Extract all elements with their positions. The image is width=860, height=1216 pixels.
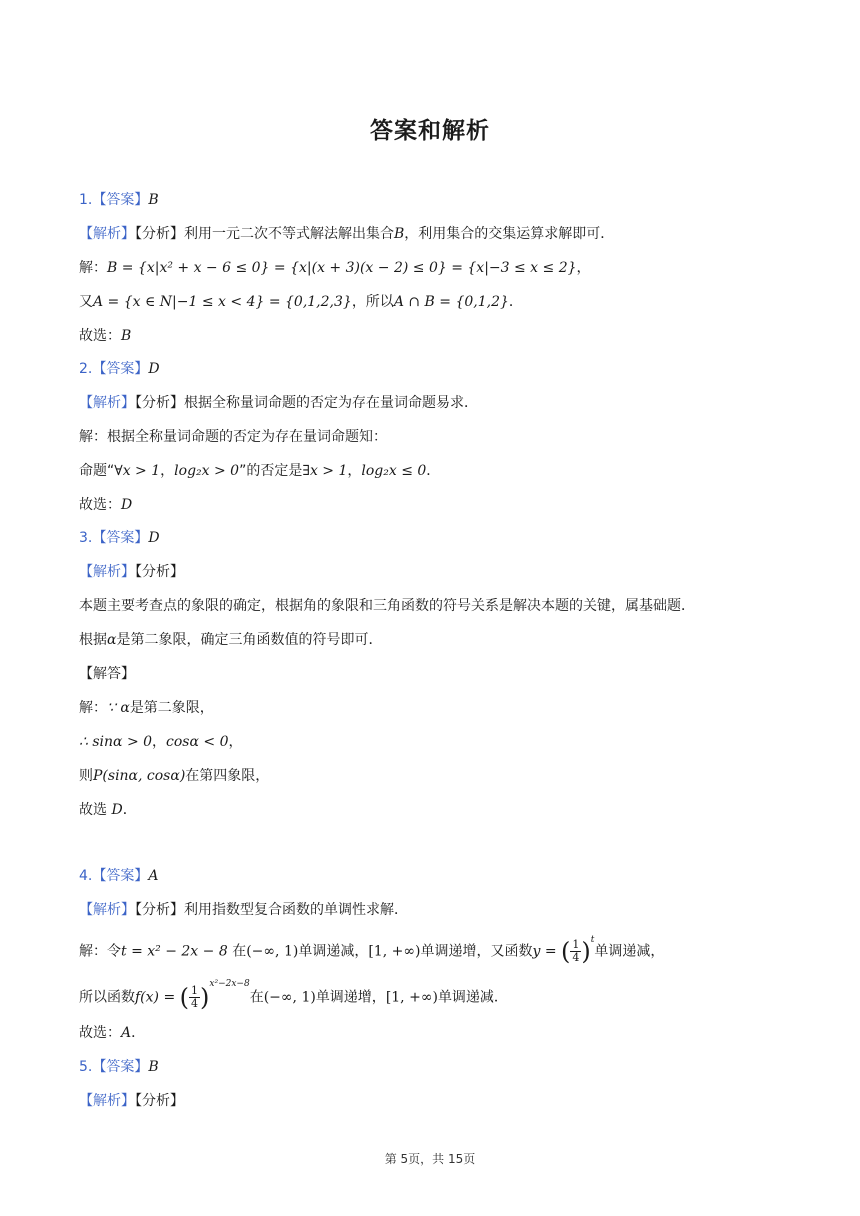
q2-answer-tag: 【答案】 bbox=[92, 361, 149, 377]
q4-analysis-line bbox=[79, 900, 408, 920]
q5-analysis-line bbox=[79, 1091, 184, 1111]
q4-l1-c: 单调递减， bbox=[298, 943, 369, 960]
right-paren: ) bbox=[581, 937, 591, 966]
q4-choose: 故选： bbox=[79, 1025, 121, 1041]
page-footer: 第 5页，共 15页 bbox=[384, 1152, 476, 1166]
left-paren: ( bbox=[561, 937, 571, 966]
q2-solution-line bbox=[79, 427, 387, 447]
q3-s1-a: 解： bbox=[79, 700, 107, 716]
q3-jieda-line bbox=[79, 664, 135, 684]
q4-l1-b: 在 bbox=[227, 943, 247, 960]
q2-choose-ans: D bbox=[121, 497, 133, 513]
q3-choose: 故选 bbox=[79, 802, 112, 818]
q2-answer-line bbox=[79, 359, 160, 379]
q2-prop-a: 命题“ bbox=[79, 463, 115, 479]
q2-prop-m4: log₂x ≤ 0 bbox=[361, 463, 427, 479]
q4-fenxi: 利用指数型复合函数的单调性求解． bbox=[184, 902, 408, 918]
q3-desc: 本题主要考查点的象限的确定，根据角的象限和三角函数的符号关系是解决本题的关键，属基础题． bbox=[79, 598, 695, 614]
q3-s2-m2: cosα < 0 bbox=[166, 734, 229, 750]
q5-answer-line bbox=[79, 1057, 159, 1077]
q4-frac-num: 1 bbox=[572, 938, 580, 952]
q3-answer-line bbox=[79, 528, 160, 548]
q1-analysis-tag: 【解析】 bbox=[79, 226, 135, 242]
q3-s3-b: 在第四象限， bbox=[185, 768, 270, 784]
q3-jieda: 【解答】 bbox=[79, 666, 135, 682]
q3-choose-line bbox=[79, 800, 137, 820]
q4-choose-ans: A bbox=[121, 1025, 132, 1041]
q3-step3-line bbox=[79, 766, 269, 786]
q1-analysis-line bbox=[79, 224, 614, 244]
q3-description-line bbox=[79, 596, 695, 616]
q3-choose-ans: D bbox=[111, 802, 123, 818]
left-paren: ( bbox=[179, 983, 190, 1012]
q3-analysis-tag: 【解析】 bbox=[79, 564, 135, 580]
q4-l2-m2: (−∞, 1) bbox=[263, 989, 316, 1006]
q2-prop-m3: ∃x > 1 bbox=[302, 463, 348, 479]
q3-analysis-line bbox=[79, 562, 184, 582]
q4-l2-m3: [1, +∞) bbox=[385, 989, 438, 1006]
q4-analysis-tag: 【解析】 bbox=[79, 902, 135, 918]
q3-desc2-a: 根据 bbox=[79, 632, 107, 648]
q2-fenxi: 根据全称量词命题的否定为存在量词命题易求． bbox=[184, 395, 478, 411]
q4-choose-line bbox=[79, 1023, 145, 1043]
q2-prop-b: ， bbox=[160, 463, 175, 479]
q4-l2-b: 在 bbox=[249, 989, 264, 1006]
q2-sol: 解：根据全称量词命题的否定为存在量词命题知： bbox=[79, 429, 387, 445]
q3-number: 3. bbox=[79, 530, 93, 546]
q4-l1-exponent: t bbox=[590, 935, 595, 945]
q1-choose-line bbox=[79, 326, 131, 346]
q4-l1-m2: (−∞, 1) bbox=[246, 943, 299, 960]
q1-sol-end: ， bbox=[576, 260, 591, 276]
q4-l1-m1: t = x² − 2x − 8 bbox=[121, 943, 228, 960]
q3-answer: D bbox=[148, 530, 160, 546]
q4-answer: A bbox=[148, 868, 159, 884]
q1-fenxi-b: B bbox=[394, 226, 405, 242]
q2-prop-m2: log₂x > 0 bbox=[174, 463, 240, 479]
q4-l1-d: 单调递增，又函数 bbox=[420, 943, 533, 960]
q3-s3-a: 则 bbox=[79, 768, 93, 784]
q3-description-line-2 bbox=[79, 630, 382, 650]
q5-fenxi-tag: 【分析】 bbox=[135, 1093, 184, 1109]
q3-step2-line bbox=[79, 732, 242, 752]
q2-fenxi-tag: 【分析】 bbox=[135, 395, 184, 411]
q4-answer-tag: 【答案】 bbox=[92, 868, 149, 884]
q4-frac-den: 4 bbox=[572, 951, 580, 965]
fraction-one-quarter bbox=[570, 939, 581, 964]
q1-line2-a: 又 bbox=[79, 294, 93, 310]
q3-s1-b: 是第二象限， bbox=[129, 700, 214, 716]
q1-fenxi-a: 利用一元二次不等式解法解出集合 bbox=[184, 226, 394, 242]
q3-desc2-m: α bbox=[107, 632, 117, 648]
q1-solution-line bbox=[79, 258, 591, 278]
q1-answer-tag: 【答案】 bbox=[92, 192, 149, 208]
q1-solution-line-2 bbox=[79, 292, 523, 312]
q2-prop-c: ”的否定是 bbox=[239, 463, 303, 479]
q3-desc2-b: 是第二象限，确定三角函数值的符号即可． bbox=[116, 632, 383, 648]
right-paren: ) bbox=[200, 983, 210, 1012]
q1-answer-line bbox=[79, 190, 159, 210]
q2-proposition-line bbox=[79, 461, 440, 481]
q5-answer: B bbox=[148, 1059, 159, 1075]
q1-sol-prefix: 解： bbox=[79, 260, 107, 276]
q4-l1-m4: y = bbox=[532, 943, 557, 960]
q2-prop-m1: ∀x > 1 bbox=[114, 463, 161, 479]
q4-l1-m3: [1, +∞) bbox=[368, 943, 421, 960]
q4-l1-e: 单调递减， bbox=[594, 943, 665, 960]
q3-s3-m: P(sinα, cosα) bbox=[93, 768, 186, 784]
q1-number: 1. bbox=[79, 192, 93, 208]
q4-frac-den-2: 4 bbox=[191, 997, 199, 1011]
q1-fenxi-tag: 【分析】 bbox=[135, 226, 184, 242]
q1-fenxi-c: ，利用集合的交集运算求解即可． bbox=[404, 226, 615, 242]
q3-s2-b: ， bbox=[228, 734, 243, 750]
q3-step1-line bbox=[79, 698, 214, 718]
q4-number: 4. bbox=[79, 868, 93, 884]
q1-answer: B bbox=[148, 192, 159, 208]
q3-fenxi-tag: 【分析】 bbox=[135, 564, 184, 580]
q5-answer-tag: 【答案】 bbox=[92, 1059, 149, 1075]
q4-l2-c: 单调递增， bbox=[315, 989, 386, 1006]
q1-choose-ans: B bbox=[121, 328, 132, 344]
q4-solution-line-2 bbox=[79, 979, 508, 1012]
page-title: 答案和解析 bbox=[370, 118, 490, 144]
q5-number: 5. bbox=[79, 1059, 93, 1075]
q1-line2-m1: A = {x ∈ N|−1 ≤ x < 4} = {0,1,2,3} bbox=[93, 294, 352, 310]
q3-choose-end: ． bbox=[122, 802, 137, 818]
q1-sol-math: B = {x|x² + x − 6 ≤ 0} = {x|(x + 3)(x − 2) ≤ 0} = {x|−3 ≤ x ≤ 2} bbox=[107, 260, 577, 276]
q1-choose: 故选： bbox=[79, 328, 121, 344]
q4-solution-line bbox=[79, 935, 665, 966]
q2-analysis-line bbox=[79, 393, 478, 413]
q4-l2-a: 所以函数 bbox=[79, 989, 135, 1006]
q5-analysis-tag: 【解析】 bbox=[79, 1093, 135, 1109]
q1-line2-b: ，所以 bbox=[351, 294, 394, 310]
q2-analysis-tag: 【解析】 bbox=[79, 395, 135, 411]
q1-line2-c: ． bbox=[508, 294, 523, 310]
q2-number: 2. bbox=[79, 361, 93, 377]
q3-s1-m: ∵ α bbox=[107, 700, 130, 716]
q2-prop-e: ． bbox=[426, 463, 441, 479]
q2-prop-d: ， bbox=[347, 463, 362, 479]
q2-choose: 故选： bbox=[79, 497, 121, 513]
q4-fenxi-tag: 【分析】 bbox=[135, 902, 184, 918]
q4-frac-num-2: 1 bbox=[191, 984, 199, 998]
q4-l1-a: 解：令 bbox=[79, 943, 121, 960]
q3-s2-a: ， bbox=[152, 734, 167, 750]
q1-line2-m2: A ∩ B = {0,1,2} bbox=[393, 294, 509, 310]
q4-l2-m1: f(x) = bbox=[135, 989, 176, 1006]
q4-answer-line bbox=[79, 866, 158, 886]
q4-l2-exponent: x²−2x−8 bbox=[209, 979, 250, 989]
q3-s2-m1: ∴ sinα > 0 bbox=[79, 734, 153, 750]
fraction-one-quarter bbox=[189, 985, 200, 1010]
q2-choose-line bbox=[79, 495, 132, 515]
q4-l2-d: 单调递减． bbox=[437, 989, 508, 1006]
q4-choose-end: ． bbox=[131, 1025, 146, 1041]
q3-answer-tag: 【答案】 bbox=[92, 530, 149, 546]
q2-answer: D bbox=[148, 361, 160, 377]
